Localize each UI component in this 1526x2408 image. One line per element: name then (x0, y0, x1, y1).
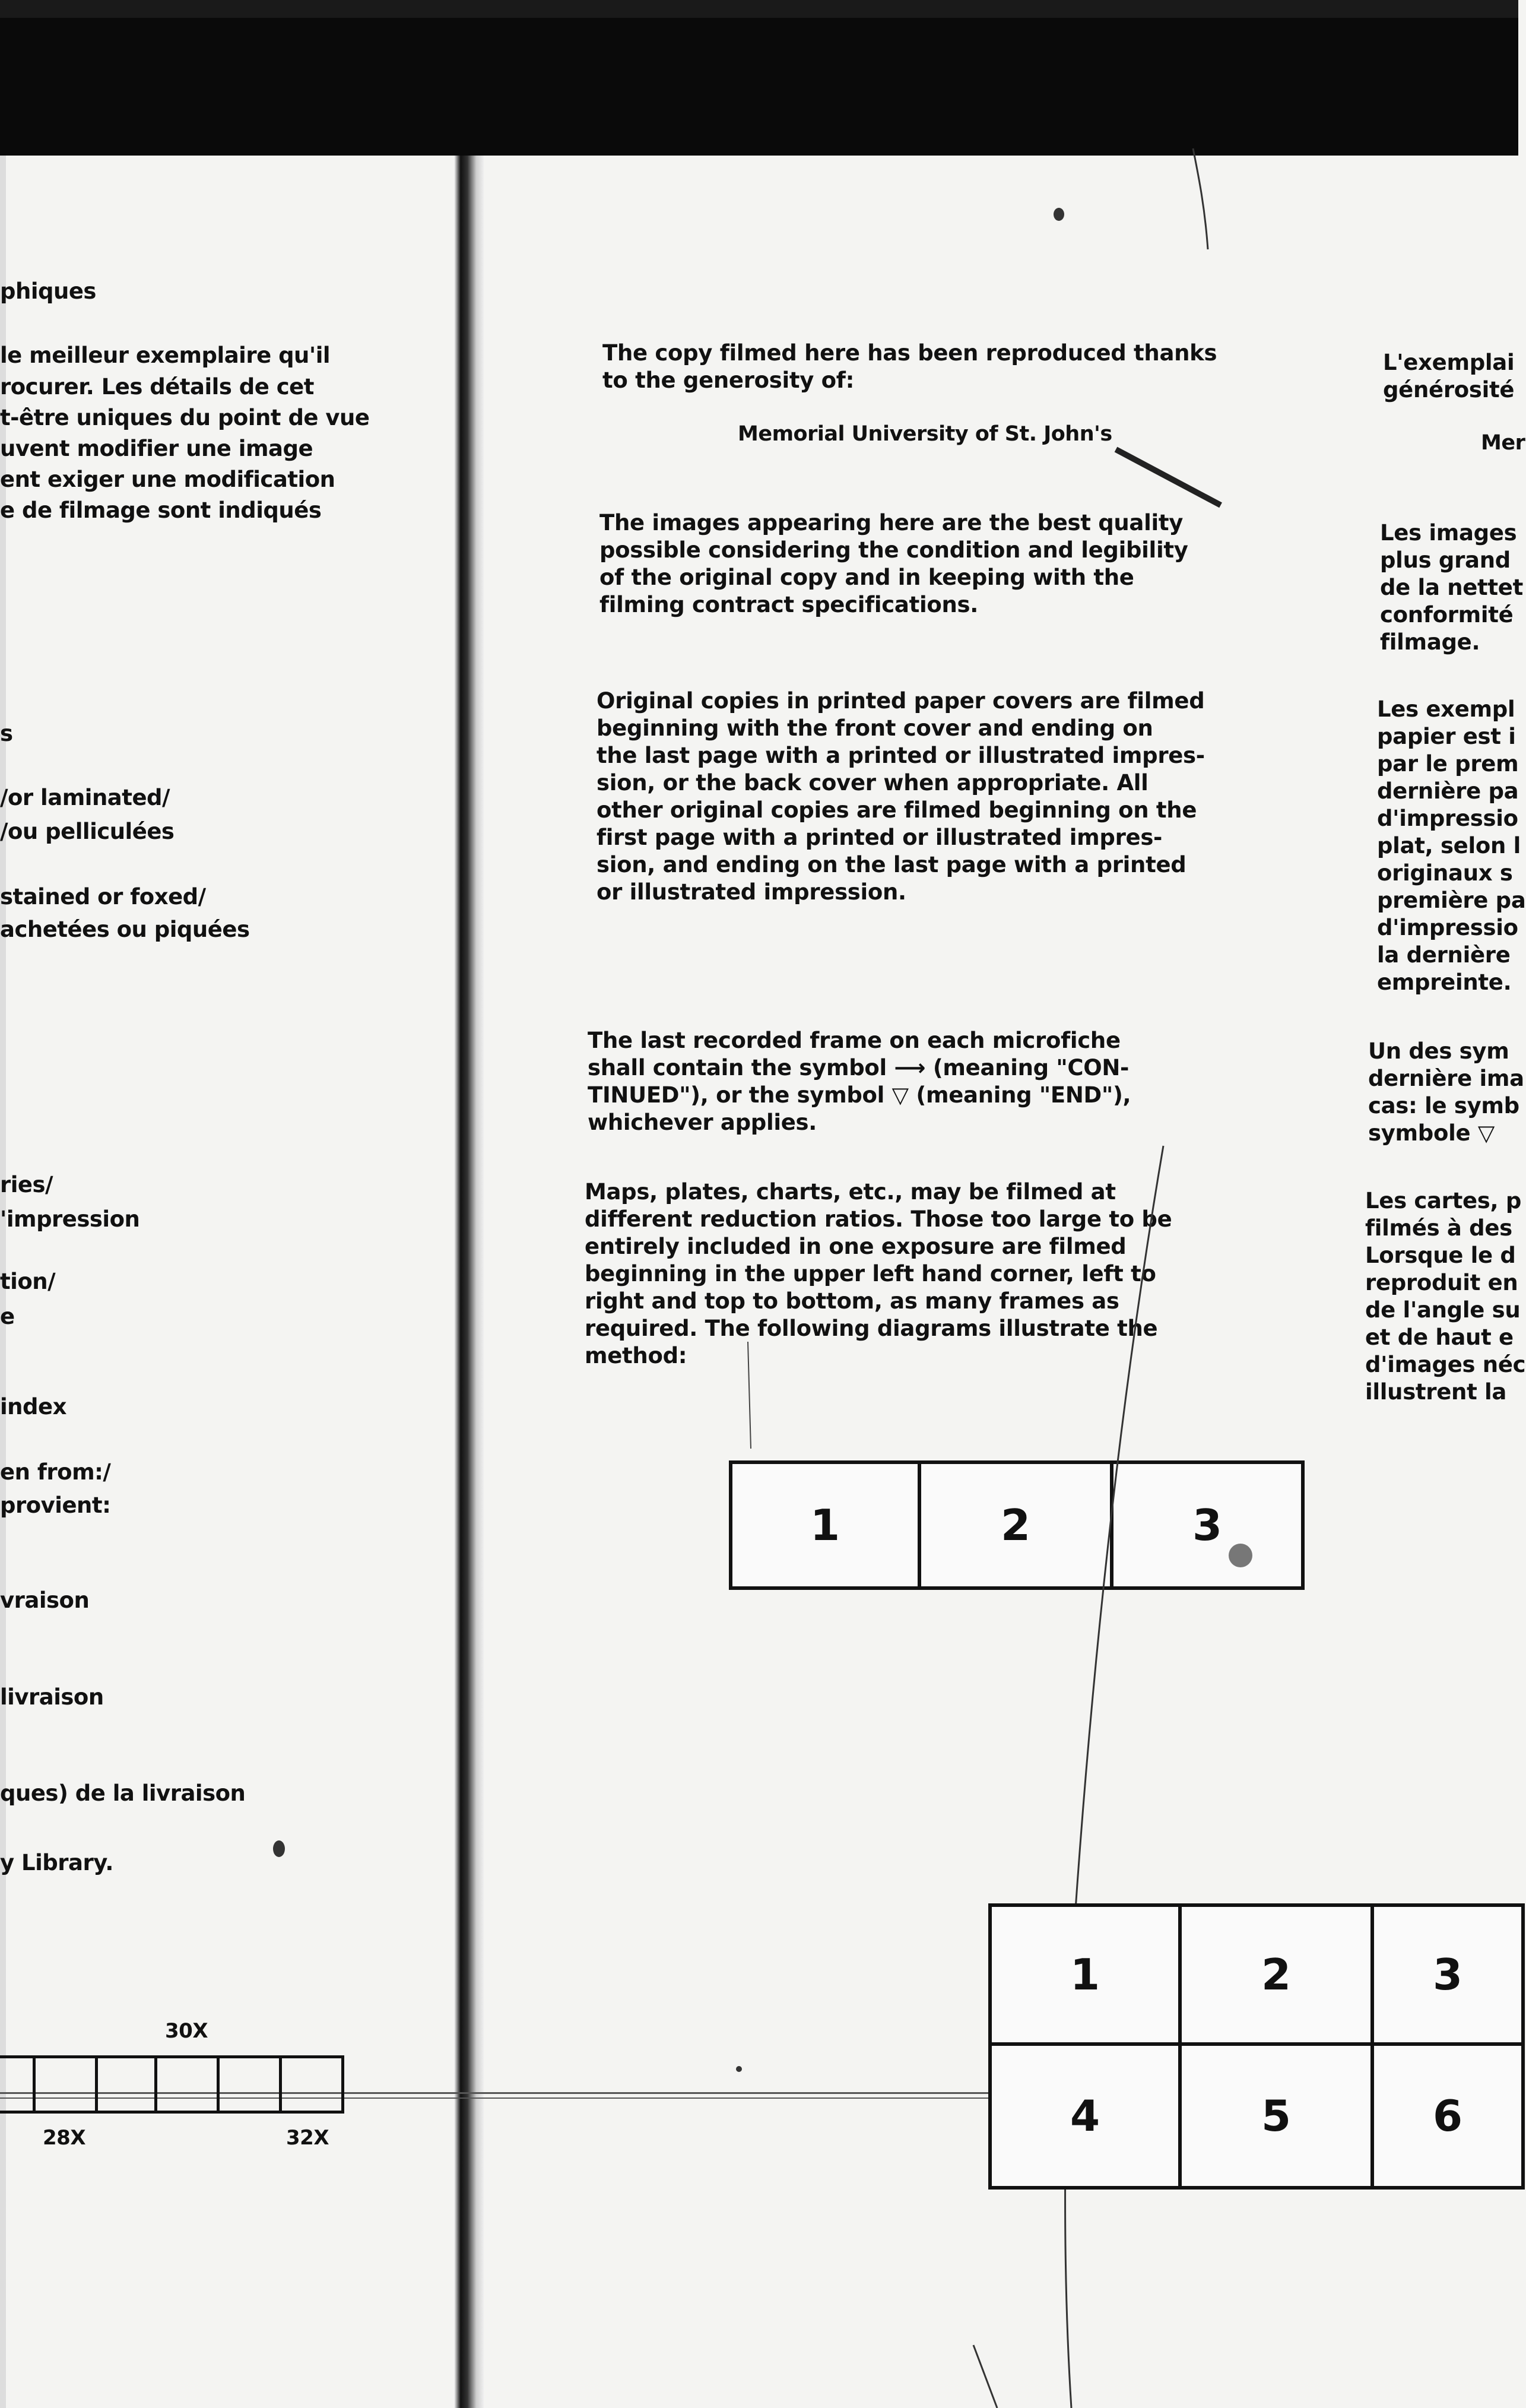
ruler-label-bottom-right: 32X (286, 2126, 329, 2150)
text-line: dernière ima (1368, 1066, 1524, 1091)
text-line: ques) de la livraison (0, 1780, 246, 1806)
frame-cell: 4 (988, 2042, 1182, 2190)
text-line: ries/ (0, 1172, 53, 1197)
text-line: possible considering the condition and legibility (599, 537, 1188, 563)
text-line: /ou pelliculées (0, 819, 175, 844)
text-line: the last page with a printed or illustrated impres- (597, 743, 1205, 768)
speck (273, 1840, 285, 1857)
text-line: right and top to bottom, as many frames as (585, 1288, 1119, 1314)
text-line: of the original copy and in keeping with the (599, 565, 1134, 590)
text-line: other original copies are filmed beginning on the (597, 797, 1197, 823)
text-line: Les cartes, p (1365, 1188, 1522, 1213)
text-line: rocurer. Les détails de cet (0, 374, 314, 400)
frame-cell: 3 (1110, 1460, 1305, 1590)
text-line: papier est i (1377, 724, 1516, 749)
text-line: filmage. (1380, 629, 1480, 655)
text-line: beginning with the front cover and ending on (597, 715, 1153, 741)
text-line: Les exempl (1377, 696, 1515, 722)
text-line: livraison (0, 1684, 104, 1710)
text-line: whichever applies. (588, 1110, 817, 1135)
text-line: dernière pa (1377, 778, 1519, 804)
text-line: conformité (1380, 602, 1514, 628)
text-line: illustrent la (1365, 1379, 1507, 1405)
paragraph-quality-fr (1380, 519, 1523, 656)
text-line: provient: (0, 1493, 111, 1518)
ruler-label-bottom-left: 28X (43, 2126, 86, 2150)
text-line: shall contain the symbol ⟶ (meaning "CON- (588, 1055, 1130, 1081)
text-line: reproduit en (1365, 1270, 1518, 1295)
text-line: different reduction ratios. Those too large to be (585, 1206, 1172, 1232)
text-line: la dernière (1377, 942, 1511, 968)
frame-cell: 1 (729, 1460, 921, 1590)
text-line: The last recorded frame on each microfiche (588, 1028, 1121, 1053)
text-line: t-être uniques du point de vue (0, 405, 370, 430)
text-line: en from:/ (0, 1459, 111, 1485)
text-line: d'impressio (1377, 915, 1518, 940)
text-line: TINUED"), or the symbol ▽ (meaning "END"), (588, 1082, 1131, 1108)
text-line: sion, and ending on the last page with a printed (597, 852, 1186, 877)
frame-cell: 2 (918, 1460, 1113, 1590)
text-line: phiques (0, 278, 96, 304)
text-line: générosité (1383, 377, 1515, 403)
text-line: s (0, 721, 13, 746)
text-line: achetées ou piquées (0, 917, 250, 942)
text-line: stained or foxed/ (0, 884, 206, 910)
text-line: Un des sym (1368, 1038, 1509, 1064)
text-line: d'images néc (1365, 1352, 1526, 1377)
text-line: uvent modifier une image (0, 436, 313, 461)
frame-cell: 1 (988, 1903, 1182, 2046)
text-line: first page with a printed or illustrated impres- (597, 825, 1163, 850)
speck (736, 2066, 742, 2072)
frame-cell: 5 (1178, 2042, 1374, 2190)
text-line: y Library. (0, 1850, 113, 1875)
text-line: de l'angle su (1365, 1297, 1521, 1323)
speck (1229, 1544, 1252, 1567)
text-line: filmés à des (1365, 1215, 1512, 1241)
institution-name: Memorial University of St. John's (738, 422, 1112, 446)
paragraph-symbols-fr (1368, 1038, 1524, 1147)
text-line: 'impression (0, 1206, 140, 1232)
ruler-label-top: 30X (165, 2019, 208, 2043)
text-line: première pa (1377, 888, 1526, 913)
text-line: Les images (1380, 520, 1517, 546)
frame-cell: 3 (1370, 1903, 1525, 2046)
text-line: Maps, plates, charts, etc., may be filmed at (585, 1179, 1116, 1205)
text-line: empreinte. (1377, 969, 1512, 995)
text-line: cas: le symb (1368, 1093, 1519, 1119)
text-line: symbole ▽ (1368, 1120, 1495, 1146)
text-line: Original copies in printed paper covers are filmed (597, 688, 1205, 714)
text-line: required. The following diagrams illustrate the (585, 1316, 1158, 1341)
text-line: index (0, 1394, 66, 1420)
text-line: et de haut e (1365, 1325, 1514, 1350)
text-line: sion, or the back cover when appropriate. All (597, 770, 1149, 796)
text-line: ent exiger une modification (0, 467, 335, 492)
text-line: le meilleur exemplaire qu'il (0, 343, 331, 368)
text-line: beginning in the upper left hand corner, left to (585, 1261, 1156, 1287)
text-line: plat, selon l (1377, 833, 1521, 858)
frame-cell: 6 (1370, 2042, 1525, 2190)
text-line: method: (585, 1343, 687, 1368)
text-line: The copy filmed here has been reproduced thanks (602, 340, 1217, 366)
text-line: to the generosity of: (602, 367, 855, 393)
intro-text-fr (1383, 349, 1514, 404)
text-line: par le prem (1377, 751, 1519, 777)
text-line: /or laminated/ (0, 785, 170, 810)
institution-name-fr: Mer (1481, 431, 1525, 455)
text-line: The images appearing here are the best quality (599, 510, 1184, 536)
text-line: vraison (0, 1588, 90, 1613)
speck (1054, 208, 1064, 221)
text-line: Lorsque le d (1365, 1243, 1516, 1268)
text-line: filming contract specifications. (599, 592, 979, 617)
text-line: e de filmage sont indiqués (0, 498, 322, 523)
text-line: entirely included in one exposure are filmed (585, 1234, 1127, 1259)
paragraph-original-copies-fr (1377, 696, 1526, 996)
text-line: de la nettet (1380, 575, 1523, 600)
paragraph-maps-fr (1365, 1187, 1525, 1406)
text-line: plus grand (1380, 547, 1511, 573)
frame-cell: 2 (1178, 1903, 1374, 2046)
text-line: L'exemplai (1383, 350, 1515, 375)
text-line: d'impressio (1377, 806, 1518, 831)
text-line: or illustrated impression. (597, 879, 906, 905)
text-line: e (0, 1304, 15, 1329)
text-line: tion/ (0, 1269, 56, 1294)
text-line: originaux s (1377, 860, 1513, 886)
